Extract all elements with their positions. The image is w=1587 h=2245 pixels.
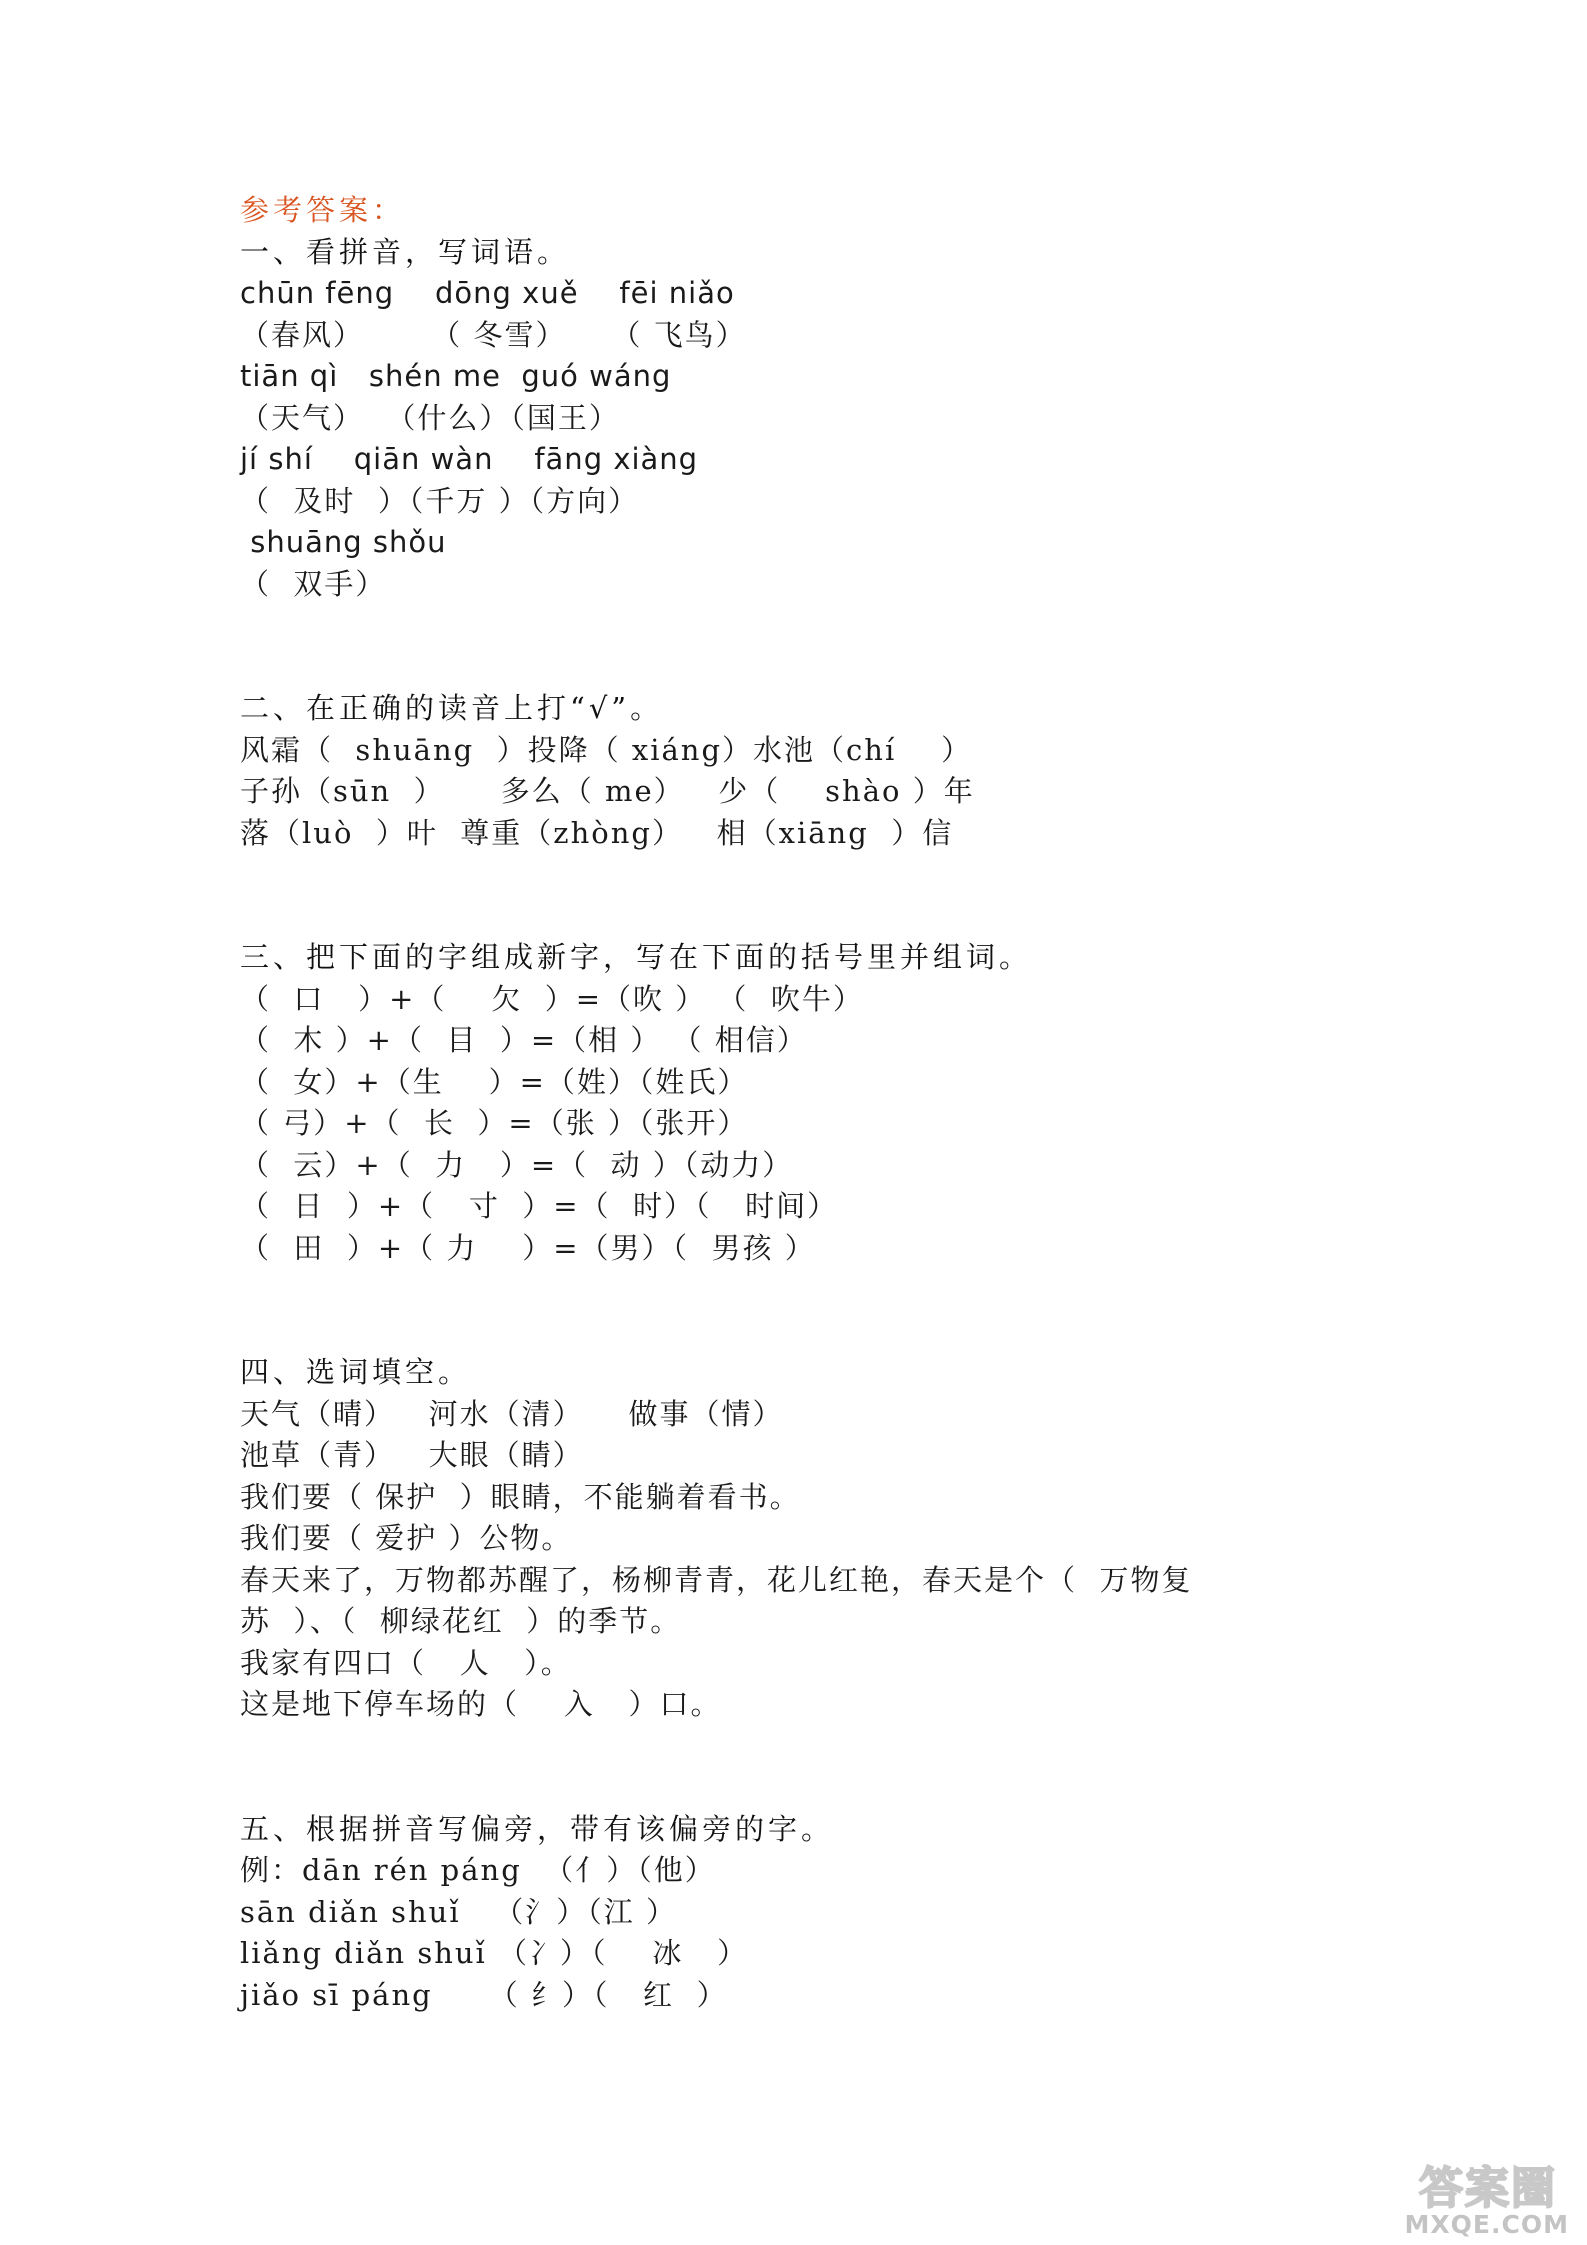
combine-line: （ 日 ）+（ 寸 ）=（ 时）（ 时间）: [240, 1189, 839, 1223]
combine-line: （ 口 ）+（ 欠 ）=（吹 ） （ 吹牛）: [240, 981, 864, 1016]
pinyin-row: jí shí qiān wàn fāng xiàng: [240, 442, 699, 476]
radical-line: 例：dān rén páng （亻）（他）: [240, 1853, 716, 1887]
section-4-heading: 四、选词填空。: [240, 1355, 472, 1389]
section-2-heading: 二、在正确的读音上打“√”。: [240, 691, 664, 725]
pronunciation-line: 落（luò ）叶 尊重（zhòng） 相（xiāng ）信: [240, 815, 954, 850]
answer-page: [240, 190, 1360, 2016]
pronunciation-line: 子孙（sūn ） 多么（ me） 少（ shào ）年: [240, 774, 975, 808]
pinyin-row: shuāng shǒu: [240, 525, 447, 559]
fill-line: 我家有四口（ 人 ）。: [240, 1645, 572, 1680]
fill-line: 这是地下停车场的（ 入 ）口。: [240, 1687, 722, 1721]
fill-line: 苏 ）、（ 柳绿花红 ）的季节。: [240, 1604, 682, 1638]
fill-line: 池草（青） 大眼（睛）: [240, 1438, 584, 1472]
reference-answer-title: 参考答案：: [240, 193, 406, 227]
pronunciation-line: 风霜（ shuāng ）投降（ xiáng）水池（chí ）: [240, 732, 973, 767]
fill-line: 春天来了，万物都苏醒了，杨柳青青，花儿红艳，春天是个（ 万物复: [240, 1562, 1193, 1597]
answer-row: （ 及时 ）（千万 ）（方向）: [240, 483, 640, 518]
watermark-logo-text: 答案圈: [1419, 2163, 1557, 2214]
radical-line: jiǎo sī páng （ 纟）（ 红 ）: [240, 1977, 728, 2012]
section-3-heading: 三、把下面的字组成新字，写在下面的括号里并组词。: [240, 940, 1033, 974]
combine-line: （ 女）+（生 ）=（姓）（姓氏）: [240, 1064, 749, 1099]
combine-line: （ 田 ）+（ 力 ）=（男）（ 男孩 ）: [240, 1230, 816, 1265]
section-1-heading: 一、看拼音，写词语。: [240, 234, 571, 269]
section-pinyin-words: [240, 232, 1360, 606]
answer-row: （ 双手）: [240, 566, 387, 601]
section-5-heading: 五、根据拼音写偏旁，带有该偏旁的字。: [240, 1811, 835, 1846]
fill-line: 天气（晴） 河水（清） 做事（情）: [240, 1396, 784, 1431]
answer-row: （天气） （什么）（国王）: [240, 400, 620, 435]
section-fill-blanks: [240, 1352, 1360, 1726]
section-radicals: [240, 1809, 1360, 2017]
pinyin-row: chūn fēng dōng xuě fēi niǎo: [240, 276, 735, 310]
fill-line: 我们要（ 保护 ）眼睛，不能躺着看书。: [240, 1479, 801, 1514]
answer-row: （春风） （ 冬雪） （ 飞鸟）: [240, 317, 747, 352]
combine-line: （ 云）+（ 力 ）=（ 动 ）（动力）: [240, 1147, 794, 1182]
radical-line: liǎng diǎn shuǐ （冫）（ 冰 ）: [240, 1936, 749, 1970]
pinyin-row: tiān qì shén me guó wáng: [240, 359, 672, 393]
section-correct-pronunciation: [240, 688, 1360, 854]
fill-line: 我们要（ 爱护 ）公物。: [240, 1521, 573, 1555]
combine-line: （ 木 ）+（ 目 ）=（相 ） （ 相信）: [240, 1023, 808, 1057]
combine-line: （ 弓）+（ 长 ）=（张 ）（张开）: [240, 1106, 749, 1140]
radical-line: sān diǎn shuǐ （氵）（江 ）: [240, 1894, 677, 1929]
section-combine-characters: [240, 937, 1360, 1269]
watermark-logo: [1339, 2163, 1569, 2239]
watermark-domain: MXQE.COM: [1404, 2210, 1569, 2239]
